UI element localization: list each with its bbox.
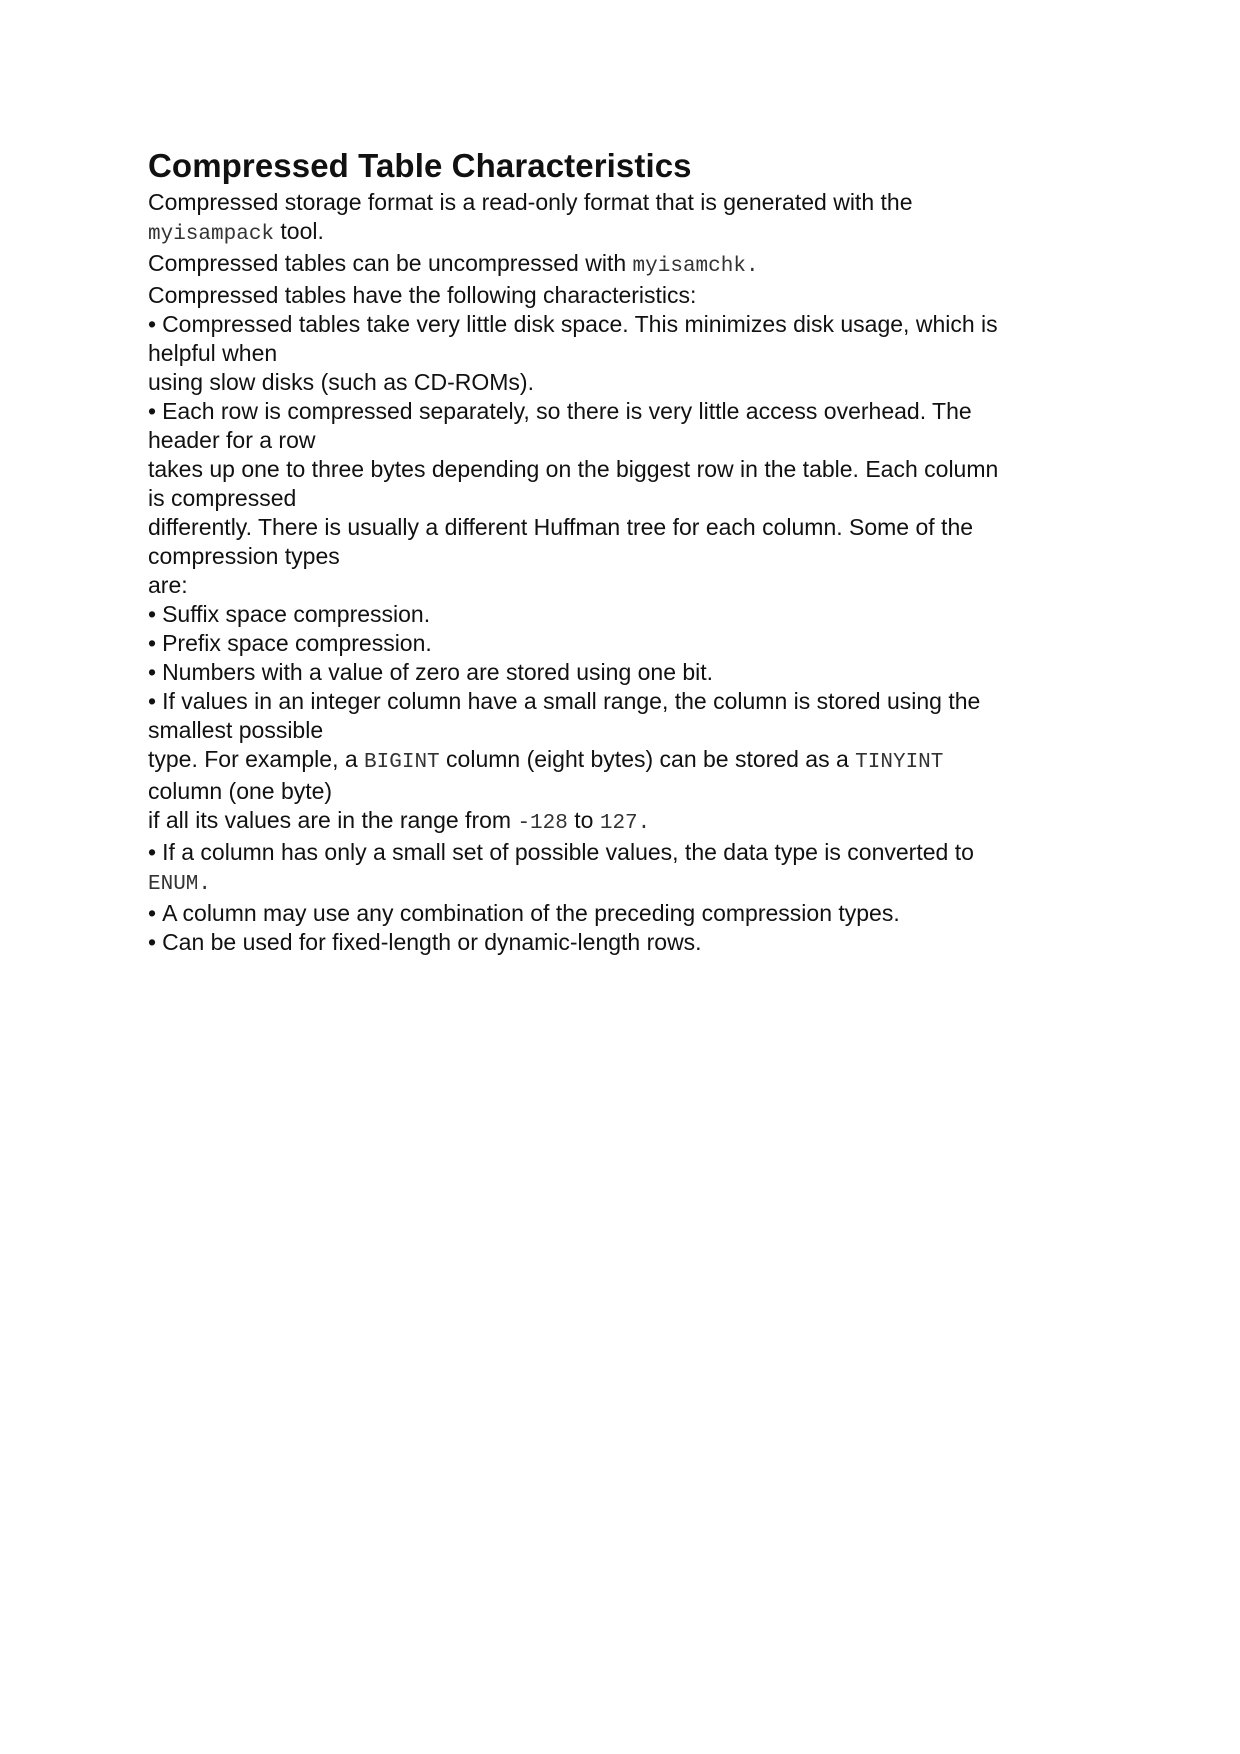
- sub-bullet-4-text: If values in an integer column have a small range, the column is stored using the: [162, 688, 981, 714]
- intro-line-3-text: Compressed tables can be uncompressed with: [148, 250, 633, 276]
- bullet-2-line-4: is compressed: [148, 485, 297, 511]
- sub-bullet-2: [148, 629, 1088, 658]
- bullet-3-text: A column may use any combination of the preceding compression types.: [162, 900, 900, 926]
- sub-bullet-5-text: If a column has only a small set of possible values, the data type is converted to: [162, 839, 974, 865]
- bullet-3: [148, 899, 1088, 928]
- bullet-1-line-3: using slow disks (such as CD-ROMs).: [148, 369, 534, 395]
- bullet-2-line-6: compression types: [148, 543, 340, 569]
- bullet-marker: •: [148, 839, 157, 865]
- bullet-4: [148, 928, 1088, 957]
- sub-bullet-3-text: Numbers with a value of zero are stored using one bit.: [162, 659, 714, 685]
- intro-line-1: Compressed storage format is a read-only format that is generated with the: [148, 189, 913, 215]
- sub-bullet-4-line-5-b: to: [567, 807, 600, 833]
- intro-line-4: Compressed tables have the following characteristics:: [148, 282, 697, 308]
- sub-bullet-5-end: .: [198, 873, 212, 896]
- bullet-1-line-2: helpful when: [148, 340, 278, 366]
- code-bigint: BIGINT: [364, 751, 440, 774]
- code-tinyint: TINYINT: [855, 751, 944, 774]
- bullet-marker: •: [148, 601, 157, 627]
- page-title: Compressed Table Characteristics: [148, 147, 692, 184]
- intro-line-3-end: .: [745, 255, 759, 278]
- sub-bullet-4-line-5-a: if all its values are in the range from: [148, 807, 518, 833]
- sub-bullet-1-text: Suffix space compression.: [162, 601, 431, 627]
- code-myisamchk: myisamchk: [632, 255, 746, 278]
- sub-bullet-5-line-2: [148, 867, 1088, 899]
- sub-bullet-1: [148, 600, 1088, 629]
- code-enum: ENUM: [148, 873, 199, 896]
- code-127: 127: [599, 812, 638, 835]
- bullet-2-line-3: takes up one to three bytes depending on the biggest row in the table. Each column: [148, 456, 999, 482]
- bullet-2-line-7: are:: [148, 572, 188, 598]
- sub-bullet-4-line-3-b: column (eight bytes) can be stored as a: [439, 746, 856, 772]
- bullet-marker: •: [148, 688, 157, 714]
- sub-bullet-5-line-1: [148, 838, 1088, 867]
- bullet-marker: •: [148, 630, 157, 656]
- sub-bullet-3: [148, 658, 1088, 687]
- sub-bullet-2-text: Prefix space compression.: [162, 630, 432, 656]
- sub-bullet-4-line-2: smallest possible: [148, 717, 324, 743]
- sub-bullet-4-line-3-a: type. For example, a: [148, 746, 365, 772]
- intro-line-3: [148, 249, 1088, 281]
- intro-line-2: [148, 217, 1088, 249]
- bullet-1-line-1: [148, 310, 1088, 339]
- sub-bullet-4-line-1: [148, 687, 1088, 716]
- bullet-1-text: Compressed tables take very little disk space. This minimizes disk usage, which is: [162, 311, 998, 337]
- document-page: [148, 146, 1088, 957]
- sub-bullet-4-line-3: [148, 745, 1088, 777]
- bullet-marker: •: [148, 311, 157, 337]
- code-myisampack: myisampack: [148, 223, 275, 246]
- intro-line-2-text: tool.: [274, 218, 324, 244]
- bullet-marker: •: [148, 659, 157, 685]
- bullet-marker: •: [148, 398, 157, 424]
- sub-bullet-4-line-5-end: .: [637, 812, 651, 835]
- code-minus-128: -128: [517, 812, 568, 835]
- bullet-marker: •: [148, 900, 157, 926]
- bullet-2-line-1: [148, 397, 1088, 426]
- bullet-2-text: Each row is compressed separately, so there is very little access overhead. The: [162, 398, 972, 424]
- sub-bullet-4-line-4: column (one byte): [148, 778, 333, 804]
- bullet-2-line-2: header for a row: [148, 427, 316, 453]
- bullet-2-line-5: differently. There is usually a different Huffman tree for each column. Some of the: [148, 514, 974, 540]
- bullet-4-text: Can be used for fixed-length or dynamic-length rows.: [162, 929, 702, 955]
- bullet-marker: •: [148, 929, 157, 955]
- sub-bullet-4-line-5: [148, 806, 1088, 838]
